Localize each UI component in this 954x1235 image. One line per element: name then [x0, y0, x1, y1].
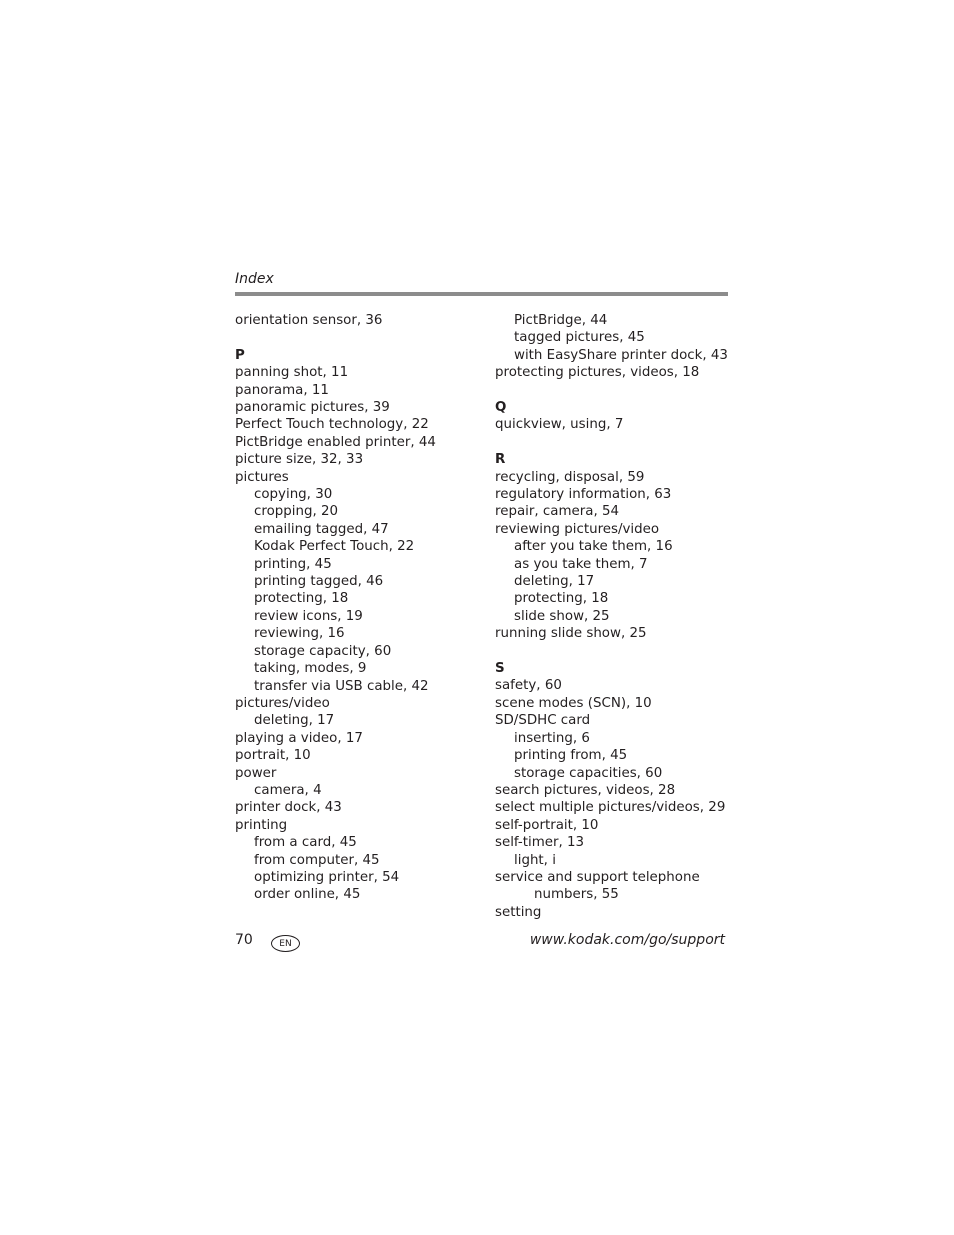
index-subentry: numbers, 55	[534, 887, 619, 903]
page-number: 70	[235, 932, 253, 948]
index-subentry: printing from, 45	[514, 748, 628, 764]
index-entry: PictBridge enabled printer, 44	[235, 434, 436, 450]
index-column-left	[235, 312, 475, 904]
index-section-letter: S	[495, 661, 505, 677]
index-subentry: taking, modes, 9	[254, 661, 367, 677]
index-subentry: inserting, 6	[514, 730, 590, 746]
index-entry: search pictures, videos, 28	[495, 782, 676, 798]
index-entry: SD/SDHC card	[495, 713, 591, 729]
index-entry: quickview, using, 7	[495, 417, 624, 433]
index-entry: regulatory information, 63	[495, 487, 672, 503]
index-entry: repair, camera, 54	[495, 504, 620, 520]
index-entry: panning shot, 11	[235, 365, 349, 381]
index-subentry: camera, 4	[254, 782, 322, 798]
index-subentry: order online, 45	[254, 887, 361, 903]
index-subentry: optimizing printer, 54	[254, 869, 400, 885]
index-entry: select multiple pictures/videos, 29	[495, 800, 726, 816]
index-subentry: slide show, 25	[514, 608, 610, 624]
index-subentry: deleting, 17	[254, 713, 335, 729]
index-subentry: PictBridge, 44	[514, 313, 608, 328]
header-divider	[235, 292, 728, 296]
index-subentry: as you take them, 7	[514, 556, 648, 572]
index-section-letter: R	[495, 452, 506, 468]
page-header-title: Index	[235, 271, 274, 287]
index-entry: service and support telephone	[495, 869, 700, 885]
index-subentry: storage capacities, 60	[514, 765, 663, 781]
index-subentry: protecting, 18	[254, 591, 349, 607]
index-subentry: emailing tagged, 47	[254, 521, 389, 537]
index-entry: self-portrait, 10	[495, 817, 599, 833]
index-subentry: transfer via USB cable, 42	[254, 678, 429, 694]
index-subentry: after you take them, 16	[514, 539, 673, 555]
index-subentry: with EasyShare printer dock, 43	[514, 347, 728, 363]
index-entry: Perfect Touch technology, 22	[235, 417, 429, 433]
index-subentry: review icons, 19	[254, 608, 363, 624]
index-subentry: printing, 45	[254, 556, 332, 572]
index-entry: recycling, disposal, 59	[495, 469, 645, 485]
index-subentry: from computer, 45	[254, 852, 380, 868]
index-entry: panoramic pictures, 39	[235, 400, 390, 416]
index-entry: protecting pictures, videos, 18	[495, 365, 700, 381]
index-entry: power	[235, 765, 277, 781]
index-subentry: from a card, 45	[254, 835, 357, 851]
index-entry: safety, 60	[495, 678, 562, 694]
index-column-right	[495, 312, 735, 921]
language-badge: EN	[271, 935, 300, 952]
index-section-letter: P	[235, 347, 245, 363]
index-entry: setting	[495, 904, 542, 920]
index-subentry: light, i	[514, 852, 556, 868]
index-entry: printer dock, 43	[235, 800, 342, 816]
index-entry: panorama, 11	[235, 382, 329, 398]
index-entry: running slide show, 25	[495, 626, 647, 642]
index-entry: pictures/video	[235, 695, 330, 711]
index-entry: printing	[235, 817, 288, 833]
index-entry: self-timer, 13	[495, 835, 585, 851]
index-section-letter: Q	[495, 400, 507, 416]
index-subentry: reviewing, 16	[254, 626, 345, 642]
index-entry: playing a video, 17	[235, 730, 363, 746]
index-subentry: copying, 30	[254, 487, 333, 503]
index-entry: picture size, 32, 33	[235, 452, 364, 468]
index-entry: pictures	[235, 469, 289, 485]
index-subentry: deleting, 17	[514, 574, 595, 590]
index-subentry: cropping, 20	[254, 504, 339, 520]
index-entry: scene modes (SCN), 10	[495, 695, 652, 711]
index-subentry: protecting, 18	[514, 591, 609, 607]
index-entry: reviewing pictures/video	[495, 521, 660, 537]
index-subentry: storage capacity, 60	[254, 643, 392, 659]
index-entry: orientation sensor, 36	[235, 313, 383, 328]
index-subentry: tagged pictures, 45	[514, 330, 645, 346]
support-url: www.kodak.com/go/support	[529, 932, 725, 948]
index-subentry: printing tagged, 46	[254, 574, 384, 590]
index-entry: portrait, 10	[235, 748, 311, 764]
index-subentry: Kodak Perfect Touch, 22	[254, 539, 415, 555]
